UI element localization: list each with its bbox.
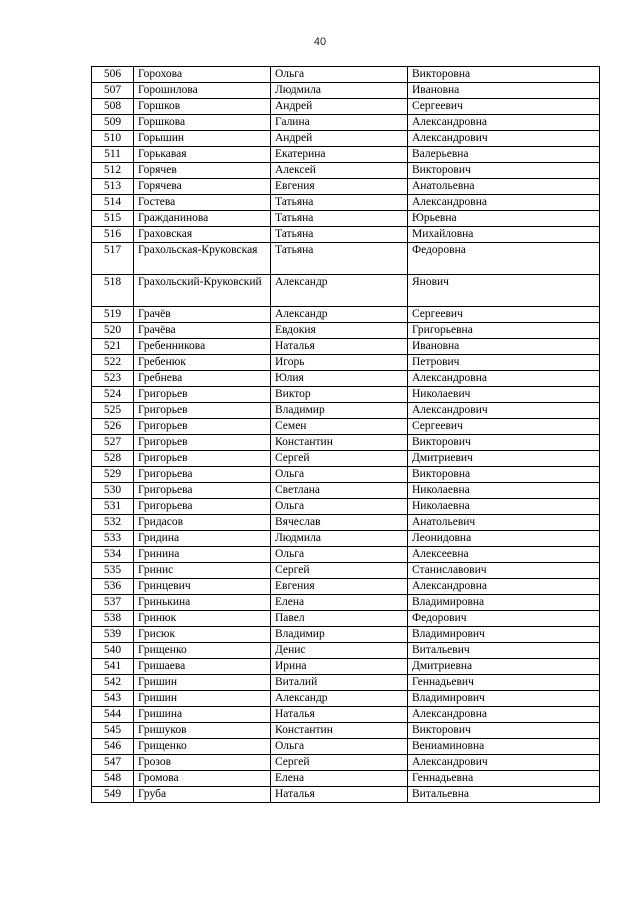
row-number-cell: 526 (92, 419, 134, 435)
surname-cell: Горохова (134, 67, 271, 83)
first-name-cell: Елена (271, 771, 408, 787)
row-number-cell: 524 (92, 387, 134, 403)
table-row (92, 419, 600, 435)
table-row (92, 467, 600, 483)
surname-cell: Горошилова (134, 83, 271, 99)
first-name-cell: Константин (271, 723, 408, 739)
surname-cell: Гринькина (134, 595, 271, 611)
first-name-cell: Ольга (271, 499, 408, 515)
patronymic-cell: Сергеевич (408, 419, 600, 435)
first-name-cell: Светлана (271, 483, 408, 499)
table-row (92, 307, 600, 323)
surname-cell: Григорьев (134, 403, 271, 419)
row-number-cell: 533 (92, 531, 134, 547)
surname-cell: Горшков (134, 99, 271, 115)
patronymic-cell: Александрович (408, 755, 600, 771)
row-number-cell: 507 (92, 83, 134, 99)
first-name-cell: Владимир (271, 403, 408, 419)
surname-cell: Грищенко (134, 739, 271, 755)
table-row (92, 579, 600, 595)
patronymic-cell: Янович (408, 275, 600, 307)
first-name-cell: Наталья (271, 339, 408, 355)
first-name-cell: Александр (271, 275, 408, 307)
surname-cell: Граховская (134, 227, 271, 243)
row-number-cell: 543 (92, 691, 134, 707)
row-number-cell: 536 (92, 579, 134, 595)
row-number-cell: 516 (92, 227, 134, 243)
table-row (92, 643, 600, 659)
surname-cell: Гридина (134, 531, 271, 547)
surname-cell: Григорьев (134, 419, 271, 435)
table-row (92, 787, 600, 803)
row-number-cell: 523 (92, 371, 134, 387)
row-number-cell: 532 (92, 515, 134, 531)
patronymic-cell: Витальевич (408, 643, 600, 659)
patronymic-cell: Ивановна (408, 339, 600, 355)
first-name-cell: Людмила (271, 531, 408, 547)
table-row (92, 147, 600, 163)
patronymic-cell: Станиславович (408, 563, 600, 579)
first-name-cell: Семен (271, 419, 408, 435)
first-name-cell: Татьяна (271, 227, 408, 243)
row-number-cell: 519 (92, 307, 134, 323)
table-row (92, 755, 600, 771)
table-row (92, 723, 600, 739)
row-number-cell: 545 (92, 723, 134, 739)
table-row (92, 339, 600, 355)
first-name-cell: Юлия (271, 371, 408, 387)
surname-cell: Громова (134, 771, 271, 787)
surname-cell: Григорьев (134, 451, 271, 467)
patronymic-cell: Викторович (408, 435, 600, 451)
table-row (92, 323, 600, 339)
table-row (92, 243, 600, 275)
row-number-cell: 525 (92, 403, 134, 419)
surname-cell: Григорьева (134, 499, 271, 515)
table-row (92, 483, 600, 499)
first-name-cell: Сергей (271, 755, 408, 771)
row-number-cell: 546 (92, 739, 134, 755)
patronymic-cell: Александровна (408, 195, 600, 211)
first-name-cell: Наталья (271, 707, 408, 723)
patronymic-cell: Николаевна (408, 483, 600, 499)
first-name-cell: Андрей (271, 99, 408, 115)
patronymic-cell: Александровна (408, 707, 600, 723)
patronymic-cell: Михайловна (408, 227, 600, 243)
surname-cell: Гришаева (134, 659, 271, 675)
patronymic-cell: Александрович (408, 403, 600, 419)
row-number-cell: 531 (92, 499, 134, 515)
first-name-cell: Андрей (271, 131, 408, 147)
first-name-cell: Татьяна (271, 243, 408, 275)
patronymic-cell: Дмитриевна (408, 659, 600, 675)
table-row (92, 67, 600, 83)
table-row (92, 739, 600, 755)
row-number-cell: 538 (92, 611, 134, 627)
first-name-cell: Павел (271, 611, 408, 627)
table-row (92, 771, 600, 787)
names-table-body (92, 67, 600, 803)
first-name-cell: Ольга (271, 467, 408, 483)
first-name-cell: Сергей (271, 451, 408, 467)
table-row (92, 115, 600, 131)
patronymic-cell: Сергеевич (408, 307, 600, 323)
table-row (92, 691, 600, 707)
row-number-cell: 540 (92, 643, 134, 659)
surname-cell: Груба (134, 787, 271, 803)
surname-cell: Грозов (134, 755, 271, 771)
table-row (92, 435, 600, 451)
surname-cell: Гринина (134, 547, 271, 563)
table-row (92, 515, 600, 531)
row-number-cell: 542 (92, 675, 134, 691)
table-row (92, 387, 600, 403)
first-name-cell: Виктор (271, 387, 408, 403)
surname-cell: Грахольская-Круковская (134, 243, 271, 275)
names-table (91, 66, 600, 803)
row-number-cell: 541 (92, 659, 134, 675)
table-row (92, 99, 600, 115)
row-number-cell: 517 (92, 243, 134, 275)
table-row (92, 179, 600, 195)
row-number-cell: 537 (92, 595, 134, 611)
row-number-cell: 522 (92, 355, 134, 371)
table-row (92, 627, 600, 643)
table-row (92, 611, 600, 627)
first-name-cell: Ольга (271, 739, 408, 755)
table-row (92, 83, 600, 99)
patronymic-cell: Александровна (408, 115, 600, 131)
first-name-cell: Наталья (271, 787, 408, 803)
patronymic-cell: Александрович (408, 131, 600, 147)
table-row (92, 675, 600, 691)
patronymic-cell: Валерьевна (408, 147, 600, 163)
patronymic-cell: Леонидовна (408, 531, 600, 547)
surname-cell: Гришин (134, 675, 271, 691)
row-number-cell: 534 (92, 547, 134, 563)
patronymic-cell: Анатольевна (408, 179, 600, 195)
table-row (92, 163, 600, 179)
row-number-cell: 515 (92, 211, 134, 227)
surname-cell: Гришуков (134, 723, 271, 739)
first-name-cell: Евгения (271, 179, 408, 195)
first-name-cell: Евдокия (271, 323, 408, 339)
surname-cell: Гребенникова (134, 339, 271, 355)
patronymic-cell: Витальевна (408, 787, 600, 803)
surname-cell: Гридасов (134, 515, 271, 531)
surname-cell: Гришина (134, 707, 271, 723)
surname-cell: Грачёв (134, 307, 271, 323)
first-name-cell: Татьяна (271, 195, 408, 211)
surname-cell: Горышин (134, 131, 271, 147)
table-row (92, 355, 600, 371)
table-row (92, 211, 600, 227)
row-number-cell: 530 (92, 483, 134, 499)
table-row (92, 547, 600, 563)
surname-cell: Гринюк (134, 611, 271, 627)
patronymic-cell: Дмитриевич (408, 451, 600, 467)
row-number-cell: 520 (92, 323, 134, 339)
first-name-cell: Вячеслав (271, 515, 408, 531)
surname-cell: Григорьев (134, 387, 271, 403)
patronymic-cell: Николаевна (408, 499, 600, 515)
surname-cell: Гришин (134, 691, 271, 707)
first-name-cell: Ирина (271, 659, 408, 675)
surname-cell: Горькавая (134, 147, 271, 163)
surname-cell: Григорьева (134, 483, 271, 499)
surname-cell: Грачёва (134, 323, 271, 339)
surname-cell: Горячев (134, 163, 271, 179)
surname-cell: Гребнева (134, 371, 271, 387)
row-number-cell: 509 (92, 115, 134, 131)
patronymic-cell: Александровна (408, 579, 600, 595)
row-number-cell: 513 (92, 179, 134, 195)
patronymic-cell: Геннадьевна (408, 771, 600, 787)
surname-cell: Грисюк (134, 627, 271, 643)
first-name-cell: Галина (271, 115, 408, 131)
patronymic-cell: Алексеевна (408, 547, 600, 563)
row-number-cell: 514 (92, 195, 134, 211)
patronymic-cell: Анатольевич (408, 515, 600, 531)
patronymic-cell: Григорьевна (408, 323, 600, 339)
first-name-cell: Константин (271, 435, 408, 451)
row-number-cell: 521 (92, 339, 134, 355)
row-number-cell: 528 (92, 451, 134, 467)
first-name-cell: Ольга (271, 547, 408, 563)
patronymic-cell: Викторович (408, 723, 600, 739)
row-number-cell: 512 (92, 163, 134, 179)
patronymic-cell: Ивановна (408, 83, 600, 99)
surname-cell: Горшкова (134, 115, 271, 131)
patronymic-cell: Николаевич (408, 387, 600, 403)
surname-cell: Гостева (134, 195, 271, 211)
row-number-cell: 544 (92, 707, 134, 723)
first-name-cell: Людмила (271, 83, 408, 99)
surname-cell: Гребенюк (134, 355, 271, 371)
patronymic-cell: Викторович (408, 163, 600, 179)
patronymic-cell: Федорович (408, 611, 600, 627)
surname-cell: Гражданинова (134, 211, 271, 227)
patronymic-cell: Викторовна (408, 67, 600, 83)
row-number-cell: 527 (92, 435, 134, 451)
first-name-cell: Денис (271, 643, 408, 659)
surname-cell: Григорьев (134, 435, 271, 451)
table-row (92, 275, 600, 307)
patronymic-cell: Юрьевна (408, 211, 600, 227)
table-row (92, 195, 600, 211)
table-row (92, 451, 600, 467)
table-row (92, 403, 600, 419)
row-number-cell: 549 (92, 787, 134, 803)
first-name-cell: Евгения (271, 579, 408, 595)
patronymic-cell: Сергеевич (408, 99, 600, 115)
row-number-cell: 511 (92, 147, 134, 163)
first-name-cell: Екатерина (271, 147, 408, 163)
first-name-cell: Елена (271, 595, 408, 611)
patronymic-cell: Владимировна (408, 595, 600, 611)
table-row (92, 563, 600, 579)
first-name-cell: Александр (271, 691, 408, 707)
row-number-cell: 518 (92, 275, 134, 307)
row-number-cell: 510 (92, 131, 134, 147)
surname-cell: Григорьева (134, 467, 271, 483)
table-row (92, 371, 600, 387)
page-number: 40 (313, 36, 327, 48)
table-row (92, 227, 600, 243)
surname-cell: Грищенко (134, 643, 271, 659)
patronymic-cell: Федоровна (408, 243, 600, 275)
table-row (92, 707, 600, 723)
patronymic-cell: Владимирович (408, 627, 600, 643)
row-number-cell: 508 (92, 99, 134, 115)
table-row (92, 131, 600, 147)
row-number-cell: 547 (92, 755, 134, 771)
row-number-cell: 506 (92, 67, 134, 83)
surname-cell: Гринис (134, 563, 271, 579)
table-row (92, 659, 600, 675)
row-number-cell: 535 (92, 563, 134, 579)
first-name-cell: Ольга (271, 67, 408, 83)
first-name-cell: Игорь (271, 355, 408, 371)
patronymic-cell: Владимирович (408, 691, 600, 707)
patronymic-cell: Геннадьевич (408, 675, 600, 691)
first-name-cell: Владимир (271, 627, 408, 643)
table-row (92, 499, 600, 515)
table-row (92, 595, 600, 611)
surname-cell: Гринцевич (134, 579, 271, 595)
row-number-cell: 539 (92, 627, 134, 643)
patronymic-cell: Вениаминовна (408, 739, 600, 755)
patronymic-cell: Александровна (408, 371, 600, 387)
first-name-cell: Алексей (271, 163, 408, 179)
first-name-cell: Александр (271, 307, 408, 323)
first-name-cell: Сергей (271, 563, 408, 579)
table-row (92, 531, 600, 547)
surname-cell: Грахольский-Круковский (134, 275, 271, 307)
first-name-cell: Виталий (271, 675, 408, 691)
row-number-cell: 529 (92, 467, 134, 483)
first-name-cell: Татьяна (271, 211, 408, 227)
surname-cell: Горячева (134, 179, 271, 195)
patronymic-cell: Петрович (408, 355, 600, 371)
row-number-cell: 548 (92, 771, 134, 787)
patronymic-cell: Викторовна (408, 467, 600, 483)
